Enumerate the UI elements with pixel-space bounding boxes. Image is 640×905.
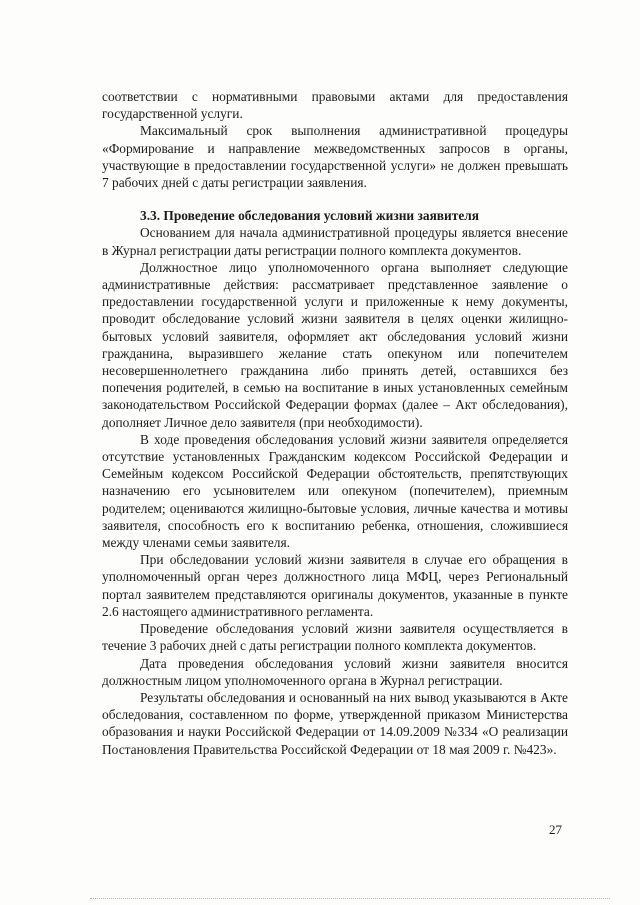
scan-artifact-line	[90, 898, 610, 899]
body-paragraph: Результаты обследования и основанный на них вывод указываются в Акте обследования, составленном по форме, утвержденной приказом Министерства образования и науки Российской Федерации от 14.09.2009 №334 «О реализации Постановления Правительства Российской Федерации от 18 мая 2009 г. №423».	[102, 689, 568, 757]
document-page	[102, 88, 568, 758]
body-paragraph: Проведение обследования условий жизни заявителя осуществляется в течение 3 рабочих дней с даты регистрации полного комплекта документов.	[102, 621, 568, 654]
body-paragraph: Должностное лицо уполномоченного органа выполняет следующие административные действия: рассматривает представленное заявление о предоставлении государственной услуги и приложенные к нему документы, проводит обследование условий жизни заявителя в целях оценки жилищно-бытовых условий заявителя, оформляет акт обследования условий жизни гражданина, выразившего желание стать опекуном или попечителем несовершеннолетнего гражданина либо принять детей, оставшихся без попечения родителей, в семью на воспитание в иных установленных семейным законодательством Российской Федерации формах (далее – Акт обследования), дополняет Личное дело заявителя (при необходимости).	[102, 259, 568, 430]
body-paragraph: Дата проведения обследования условий жизни заявителя вносится должностным лицом уполномоченного органа в Журнал регистрации.	[102, 655, 568, 688]
page-number: 27	[549, 822, 562, 837]
body-paragraph: В ходе проведения обследования условий жизни заявителя определяется отсутствие установленных Гражданским кодексом Российской Федерации и Семейным кодексом Российской Федерации обстоятельств, препятствующих назначению его усыновителем или опекуном (попечителем), приемным родителем; оцениваются жилищно-бытовые условия, личные качества и мотивы заявителя, способность его к воспитанию ребенка, отношения, сложившиеся между членами семьи заявителя.	[102, 431, 568, 551]
body-paragraph: При обследовании условий жизни заявителя в случае его обращения в уполномоченный орган через должностного лица МФЦ, через Региональный портал заявителем представляются оригиналы документов, указанные в пункте 2.6 настоящего административного регламента.	[102, 552, 568, 619]
body-paragraph-max-term: Максимальный срок выполнения административной процедуры «Формирование и направление межведомственных запросов в органы, участвующие в предоставлении государственной услуги» не должен превышать 7 рабочих дней с даты регистрации заявления.	[102, 123, 568, 191]
intro-paragraph: соответствии с нормативными правовыми актами для предоставления государственной услуги.	[102, 89, 568, 122]
body-paragraph: Основанием для начала административной процедуры является внесение в Журнал регистрации даты регистрации полного комплекта документов.	[102, 225, 568, 258]
section-heading: 3.3. Проведение обследования условий жизни заявителя	[140, 208, 480, 224]
